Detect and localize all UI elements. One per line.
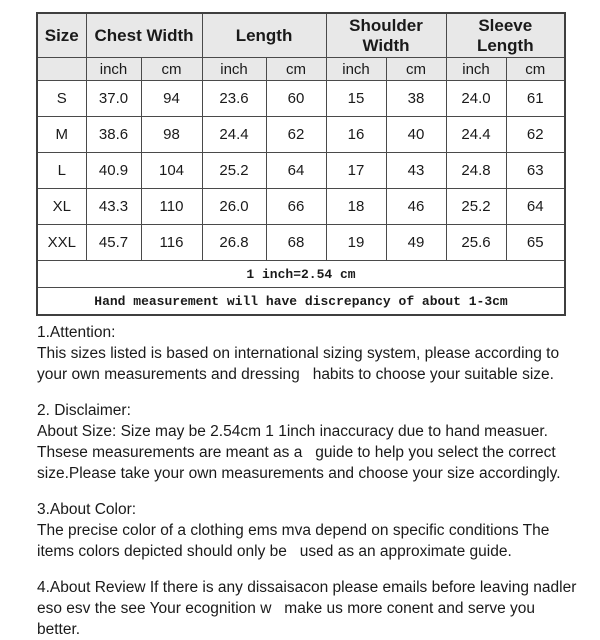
value-cell: 18	[326, 189, 386, 225]
value-cell: 43.3	[86, 189, 141, 225]
value-cell: 61	[506, 81, 565, 117]
value-cell: 15	[326, 81, 386, 117]
note-attention	[37, 322, 580, 385]
table-row-xl	[37, 189, 565, 225]
value-cell: 94	[141, 81, 202, 117]
table-row-l	[37, 153, 565, 189]
value-cell: 26.8	[202, 225, 266, 261]
note-about-review-body: 4.About Review If there is any dissaisacon please emails before leaving nadler eso esv the see Your ecognition w make us more conent and serve you better.	[37, 579, 581, 638]
unit-header-cell: inch	[86, 58, 141, 81]
unit-header-cell: inch	[446, 58, 506, 81]
footnote-row-conversion	[37, 261, 565, 288]
value-cell: 40.9	[86, 153, 141, 189]
unit-header-cell: cm	[506, 58, 565, 81]
table-header-row	[37, 13, 565, 58]
value-cell: 116	[141, 225, 202, 261]
footnote-measurement: Hand measurement will have discrepancy of about 1-3cm	[37, 288, 565, 316]
col-header-shoulder-width-label: Shoulder Width	[349, 15, 423, 55]
table-row-s	[37, 81, 565, 117]
note-about-color-heading: 3.About Color:	[37, 501, 137, 518]
value-cell: 19	[326, 225, 386, 261]
value-cell: 23.6	[202, 81, 266, 117]
note-about-color	[37, 499, 580, 562]
col-header-sleeve-length	[446, 13, 565, 58]
value-cell: 64	[506, 189, 565, 225]
size-cell: M	[37, 117, 86, 153]
value-cell: 37.0	[86, 81, 141, 117]
value-cell: 40	[386, 117, 446, 153]
note-about-review	[37, 577, 580, 640]
unit-header-empty-cell	[37, 58, 86, 81]
value-cell: 49	[386, 225, 446, 261]
value-cell: 25.6	[446, 225, 506, 261]
value-cell: 24.0	[446, 81, 506, 117]
value-cell: 25.2	[446, 189, 506, 225]
note-about-color-body: The precise color of a clothing ems mva depend on specific conditions The items colors depicted should only be used as an approximate guide.	[37, 522, 554, 560]
value-cell: 38.6	[86, 117, 141, 153]
value-cell: 17	[326, 153, 386, 189]
value-cell: 24.4	[202, 117, 266, 153]
col-header-chest-width: Chest Width	[86, 13, 202, 58]
note-attention-heading: 1.Attention:	[37, 324, 116, 341]
value-cell: 66	[266, 189, 326, 225]
table-row-m	[37, 117, 565, 153]
value-cell: 38	[386, 81, 446, 117]
value-cell: 25.2	[202, 153, 266, 189]
table-row-xxl	[37, 225, 565, 261]
value-cell: 62	[506, 117, 565, 153]
value-cell: 110	[141, 189, 202, 225]
value-cell: 24.8	[446, 153, 506, 189]
value-cell: 64	[266, 153, 326, 189]
footnote-row-measurement	[37, 288, 565, 316]
value-cell: 60	[266, 81, 326, 117]
size-cell: L	[37, 153, 86, 189]
value-cell: 63	[506, 153, 565, 189]
value-cell: 43	[386, 153, 446, 189]
note-disclaimer-body: About Size: Size may be 2.54cm 1 1inch inaccuracy due to hand measuer. Thsese measurements are meant as a guide to help you select the correct size.Please take your own measurements and choose your size accordingly.	[37, 423, 561, 482]
footnote-conversion: 1 inch=2.54 cm	[37, 261, 565, 288]
value-cell: 24.4	[446, 117, 506, 153]
notes-section	[37, 322, 580, 640]
value-cell: 98	[141, 117, 202, 153]
value-cell: 62	[266, 117, 326, 153]
value-cell: 104	[141, 153, 202, 189]
value-cell: 68	[266, 225, 326, 261]
note-disclaimer	[37, 400, 580, 484]
note-attention-body: This sizes listed is based on international sizing system, please according to your own measurements and dressing habits to choose your suitable size.	[37, 345, 564, 383]
size-chart-table	[36, 12, 566, 316]
col-header-shoulder-width	[326, 13, 446, 58]
value-cell: 46	[386, 189, 446, 225]
size-cell: XXL	[37, 225, 86, 261]
col-header-size: Size	[37, 13, 86, 58]
unit-header-cell: inch	[326, 58, 386, 81]
size-cell: S	[37, 81, 86, 117]
note-disclaimer-heading: 2. Disclaimer:	[37, 402, 131, 419]
col-header-sleeve-length-label: Sleeve Length	[476, 15, 534, 55]
unit-header-row	[37, 58, 565, 81]
value-cell: 26.0	[202, 189, 266, 225]
col-header-length: Length	[202, 13, 326, 58]
unit-header-cell: cm	[386, 58, 446, 81]
value-cell: 16	[326, 117, 386, 153]
unit-header-cell: cm	[266, 58, 326, 81]
unit-header-cell: inch	[202, 58, 266, 81]
size-cell: XL	[37, 189, 86, 225]
value-cell: 65	[506, 225, 565, 261]
unit-header-cell: cm	[141, 58, 202, 81]
value-cell: 45.7	[86, 225, 141, 261]
